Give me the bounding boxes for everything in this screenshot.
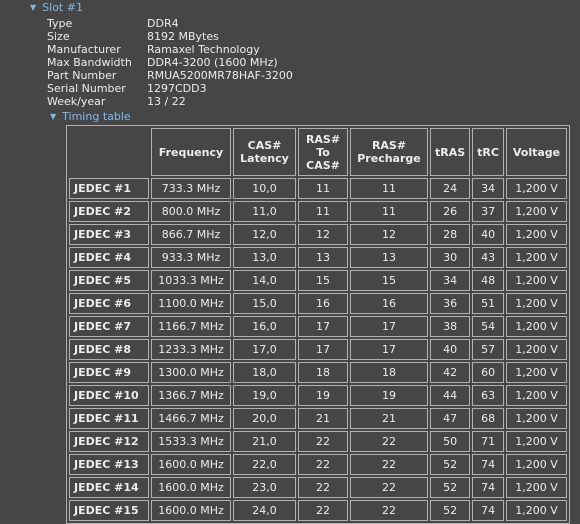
row-header: JEDEC #1 [69,178,149,199]
table-cell: 18,0 [233,362,296,383]
chevron-down-icon[interactable]: ▼ [30,3,37,12]
table-cell: 15 [298,270,348,291]
prop-key: Manufacturer [47,43,121,56]
row-header: JEDEC #3 [69,224,149,245]
table-cell: 21 [298,408,348,429]
prop-key: Max Bandwidth [47,56,132,69]
table-cell: 26 [430,201,470,222]
row-header: JEDEC #4 [69,247,149,268]
table-row [69,339,567,360]
table-row [69,247,567,268]
row-header: JEDEC #13 [69,454,149,475]
table-cell: 52 [430,454,470,475]
column-header: tRAS [430,128,470,176]
table-cell: 38 [430,316,470,337]
table-cell: 800.0 MHz [151,201,231,222]
prop-key: Week/year [47,95,106,108]
table-cell: 21,0 [233,431,296,452]
table-cell: 1,200 V [506,500,567,521]
table-cell: 22 [298,500,348,521]
table-cell: 1,200 V [506,477,567,498]
table-row [69,178,567,199]
table-row [69,362,567,383]
table-cell: 43 [472,247,504,268]
table-cell: 24 [430,178,470,199]
table-cell: 48 [472,270,504,291]
table-cell: 1,200 V [506,339,567,360]
row-header: JEDEC #5 [69,270,149,291]
row-header: JEDEC #12 [69,431,149,452]
table-cell: 21 [350,408,428,429]
table-cell: 17,0 [233,339,296,360]
table-cell: 22 [298,477,348,498]
timing-table-body [69,178,567,521]
table-cell: 34 [472,178,504,199]
table-cell: 12 [298,224,348,245]
table-cell: 1166.7 MHz [151,316,231,337]
table-cell: 40 [472,224,504,245]
row-header: JEDEC #15 [69,500,149,521]
table-row [69,385,567,406]
table-cell: 12,0 [233,224,296,245]
table-row [69,408,567,429]
table-cell: 18 [298,362,348,383]
table-row [69,431,567,452]
table-cell: 74 [472,500,504,521]
table-cell: 51 [472,293,504,314]
table-row [69,293,567,314]
table-cell: 1033.3 MHz [151,270,231,291]
table-cell: 19 [350,385,428,406]
table-cell: 19,0 [233,385,296,406]
table-cell: 40 [430,339,470,360]
prop-max-bandwidth [47,56,293,69]
column-header: CAS# Latency [233,128,296,176]
table-cell: 1,200 V [506,454,567,475]
prop-value: 13 / 22 [147,95,186,108]
table-cell: 1300.0 MHz [151,362,231,383]
table-cell: 13 [298,247,348,268]
column-header: RAS# To CAS# [298,128,348,176]
table-cell: 866.7 MHz [151,224,231,245]
table-cell: 50 [430,431,470,452]
table-cell: 18 [350,362,428,383]
table-cell: 34 [430,270,470,291]
table-row [69,500,567,521]
prop-key: Type [47,17,73,30]
table-cell: 11 [298,178,348,199]
table-cell: 17 [298,339,348,360]
prop-size [47,30,293,43]
table-cell: 22 [350,500,428,521]
prop-key: Serial Number [47,82,126,95]
row-header: JEDEC #8 [69,339,149,360]
table-cell: 1,200 V [506,385,567,406]
table-cell: 74 [472,477,504,498]
table-cell: 11 [350,201,428,222]
prop-type [47,17,293,30]
table-cell: 17 [298,316,348,337]
table-cell: 1,200 V [506,201,567,222]
table-cell: 1,200 V [506,408,567,429]
chevron-down-icon[interactable]: ▼ [50,112,57,121]
table-cell: 30 [430,247,470,268]
table-cell: 42 [430,362,470,383]
column-header: tRC [472,128,504,176]
table-cell: 1466.7 MHz [151,408,231,429]
prop-value: RMUA5200MR78HAF-3200 [147,69,293,82]
prop-serial-number [47,82,293,95]
row-header: JEDEC #11 [69,408,149,429]
table-cell: 20,0 [233,408,296,429]
table-cell: 36 [430,293,470,314]
column-header: RAS# Precharge [350,128,428,176]
table-cell: 13 [350,247,428,268]
prop-part-number [47,69,293,82]
table-cell: 16,0 [233,316,296,337]
timing-table-title: Timing table [62,110,131,123]
table-cell: 71 [472,431,504,452]
table-cell: 37 [472,201,504,222]
table-cell: 1,200 V [506,362,567,383]
row-header: JEDEC #14 [69,477,149,498]
table-cell: 1533.3 MHz [151,431,231,452]
prop-key: Part Number [47,69,117,82]
slot-properties [47,17,293,108]
table-cell: 16 [350,293,428,314]
table-row [69,270,567,291]
table-cell: 11 [298,201,348,222]
prop-value: Ramaxel Technology [147,43,260,56]
table-header-row [69,128,567,176]
table-cell: 1233.3 MHz [151,339,231,360]
prop-manufacturer [47,43,293,56]
prop-value: 1297CDD3 [147,82,207,95]
table-cell: 11,0 [233,201,296,222]
table-cell: 28 [430,224,470,245]
table-cell: 1,200 V [506,178,567,199]
table-cell: 15 [350,270,428,291]
table-cell: 68 [472,408,504,429]
table-cell: 23,0 [233,477,296,498]
table-cell: 15,0 [233,293,296,314]
table-cell: 63 [472,385,504,406]
timing-table-header[interactable] [50,110,131,124]
column-header: Voltage [506,128,567,176]
table-cell: 1600.0 MHz [151,477,231,498]
prop-value: DDR4-3200 (1600 MHz) [147,56,278,69]
row-header: JEDEC #2 [69,201,149,222]
slot-header[interactable] [30,1,83,15]
table-cell: 60 [472,362,504,383]
prop-value: DDR4 [147,17,179,30]
table-cell: 1,200 V [506,431,567,452]
table-cell: 22 [298,454,348,475]
row-header: JEDEC #6 [69,293,149,314]
corner-cell [69,128,149,176]
table-cell: 17 [350,316,428,337]
table-cell: 10,0 [233,178,296,199]
prop-week-year [47,95,293,108]
slot-title: Slot #1 [42,1,83,14]
table-cell: 733.3 MHz [151,178,231,199]
table-row [69,454,567,475]
row-header: JEDEC #9 [69,362,149,383]
column-header: Frequency [151,128,231,176]
table-cell: 1,200 V [506,247,567,268]
table-cell: 22 [350,431,428,452]
table-cell: 22 [350,477,428,498]
timing-table [66,125,570,524]
table-row [69,477,567,498]
row-header: JEDEC #7 [69,316,149,337]
table-cell: 22 [298,431,348,452]
table-cell: 17 [350,339,428,360]
table-cell: 1,200 V [506,293,567,314]
table-cell: 24,0 [233,500,296,521]
table-cell: 1600.0 MHz [151,454,231,475]
table-cell: 52 [430,477,470,498]
table-cell: 52 [430,500,470,521]
table-row [69,201,567,222]
table-cell: 1600.0 MHz [151,500,231,521]
table-cell: 1366.7 MHz [151,385,231,406]
table-cell: 16 [298,293,348,314]
table-cell: 19 [298,385,348,406]
table-cell: 12 [350,224,428,245]
table-cell: 933.3 MHz [151,247,231,268]
table-cell: 1,200 V [506,316,567,337]
table-cell: 22 [350,454,428,475]
table-cell: 1,200 V [506,270,567,291]
table-row [69,316,567,337]
table-row [69,224,567,245]
table-cell: 14,0 [233,270,296,291]
prop-key: Size [47,30,70,43]
table-cell: 74 [472,454,504,475]
row-header: JEDEC #10 [69,385,149,406]
table-cell: 1,200 V [506,224,567,245]
table-cell: 47 [430,408,470,429]
table-cell: 22,0 [233,454,296,475]
table-cell: 13,0 [233,247,296,268]
table-cell: 57 [472,339,504,360]
table-cell: 1100.0 MHz [151,293,231,314]
prop-value: 8192 MBytes [147,30,219,43]
table-cell: 11 [350,178,428,199]
table-cell: 44 [430,385,470,406]
table-cell: 54 [472,316,504,337]
